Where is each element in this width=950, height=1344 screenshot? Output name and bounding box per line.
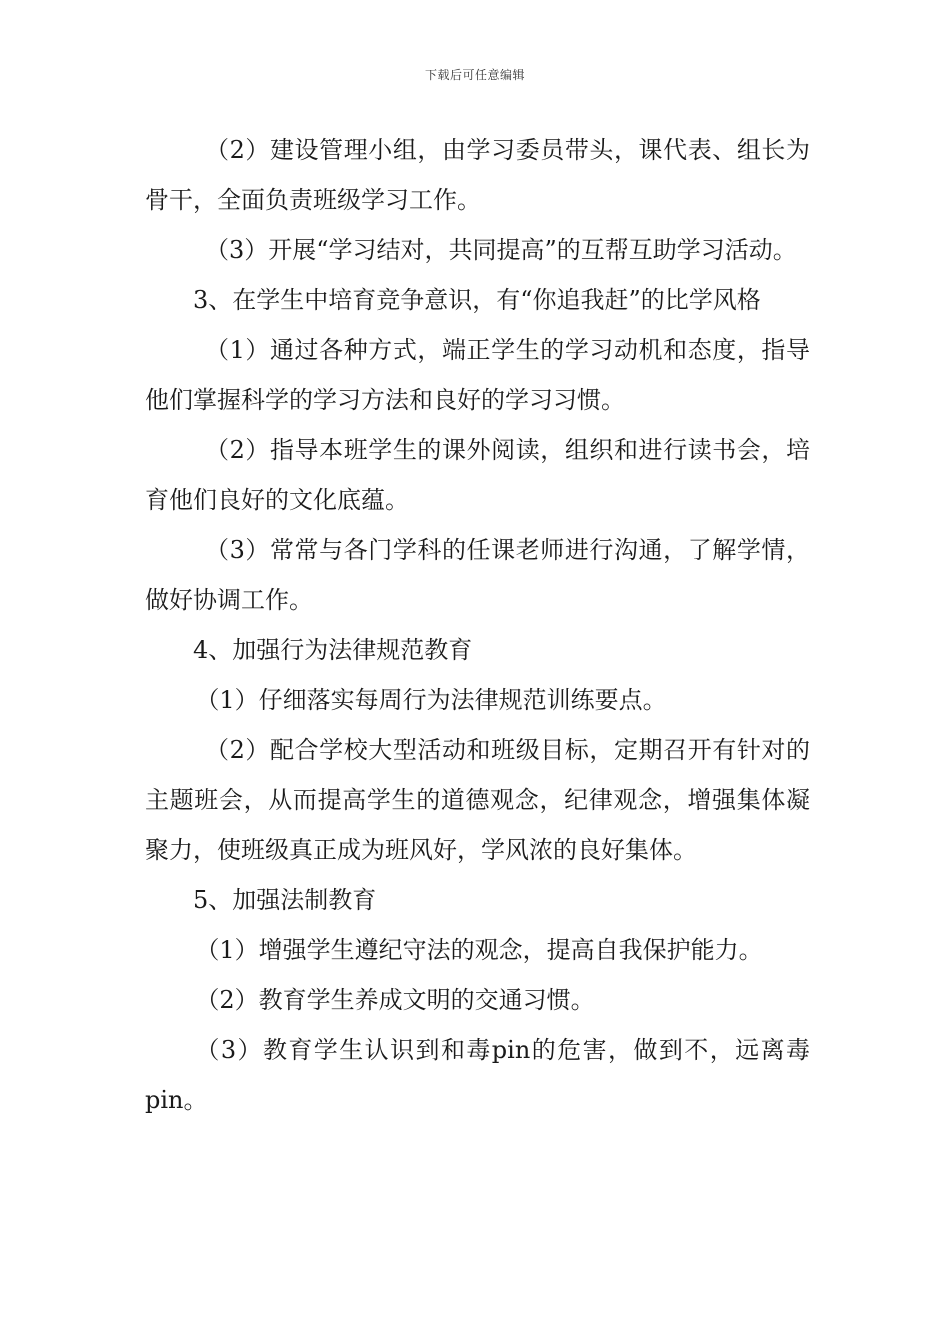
section-heading-legal: 5、加强法制教育 [193,886,377,914]
paragraph-motivation: （1）通过各种方式，端正学生的学习动机和态度，指导他们掌握科学的学习方法和良好的学习习惯。 [145,336,810,414]
paragraph-traffic: （2）教育学生养成文明的交通习惯。 [195,986,595,1014]
paragraph-weekly-norms: （1）仔细落实每周行为法律规范训练要点。 [195,686,667,714]
page-header: 下载后可任意编辑 [424,68,525,82]
paragraph-study-group: （2）建设管理小组，由学习委员带头，课代表、组长为骨干，全面负责班级学习工作。 [145,136,810,214]
paragraph-reading: （2）指导本班学生的课外阅读，组织和进行读书会，培育他们良好的文化底蕴。 [145,436,810,514]
paragraph-law-awareness: （1）增强学生遵纪守法的观念，提高自我保护能力。 [195,936,763,964]
paragraph-communication: （3）常常与各门学科的任课老师进行沟通，了解学情，做好协调工作。 [145,536,810,614]
section-heading-conduct: 4、加强行为法律规范教育 [193,636,473,664]
paragraph-pair-study: （3）开展“学习结对，共同提高”的互帮互助学习活动。 [205,236,797,264]
paragraph-drugs: （3）教育学生认识到和毒pin的危害，做到不，远离毒pin。 [145,1036,810,1114]
document-body [145,125,810,1125]
paragraph-class-meetings: （2）配合学校大型活动和班级目标，定期召开有针对的主题班会，从而提高学生的道德观念，纪律观念，增强集体凝聚力，使班级真正成为班风好，学风浓的良好集体。 [145,736,810,864]
section-heading-competition: 3、在学生中培育竞争意识，有“你追我赶”的比学风格 [193,286,761,314]
